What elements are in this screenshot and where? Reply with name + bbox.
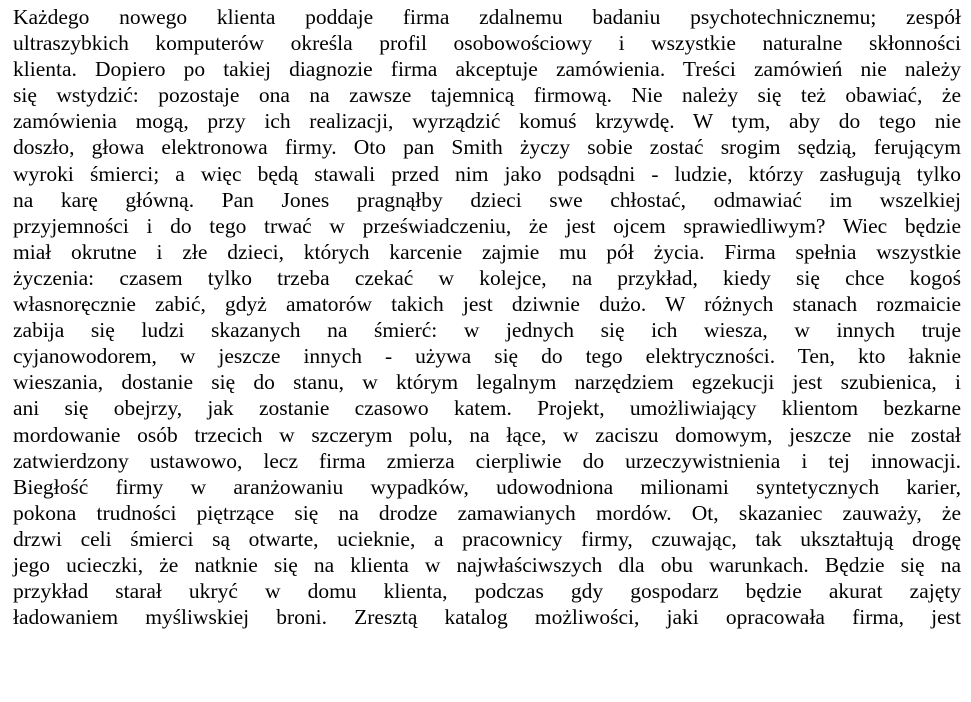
document-page	[13, 4, 961, 630]
text-line: mordowanie osób trzecich w szczerym polu, na łące, w zaciszu domowym, jeszcze nie został	[13, 422, 961, 447]
text-line: doszło, głowa elektronowa firmy. Oto pan Smith życzy sobie zostać srogim sędzią, ferującym	[13, 135, 961, 160]
text-line: się wstydzić: pozostaje ona na zawsze tajemnicą firmową. Nie należy się też obawiać, że	[13, 83, 961, 108]
text-line: przyjemności i do tego trwać w przeświadczeniu, że jest ojcem sprawiedliwym? Wiec będzie	[13, 213, 961, 238]
text-line: drzwi celi śmierci są otwarte, ucieknie, a pracownicy firmy, czuwając, tak ukształtują drogę	[13, 526, 961, 551]
text-line: Biegłość firmy w aranżowaniu wypadków, udowodniona milionami syntetycznych karier,	[13, 474, 961, 499]
text-line: wyroki śmierci; a więc będą stawali przed nim jako podsądni - ludzie, którzy zasługują tylko	[13, 161, 961, 186]
text-line: na karę główną. Pan Jones pragnąłby dzieci swe chłostać, odmawiać im wszelkiej	[13, 187, 961, 212]
text-line: zatwierdzony ustawowo, lecz firma zmierza cierpliwie do urzeczywistnienia i tej innowacji.	[13, 448, 961, 473]
text-line: jego ucieczki, że natknie się na klienta w najwłaściwszych dla obu warunkach. Będzie się na	[13, 552, 961, 577]
text-line: cyjanowodorem, w jeszcze innych - używa się do tego elektryczności. Ten, kto łaknie	[13, 344, 961, 369]
text-line: klienta. Dopiero po takiej diagnozie firma akceptuje zamówienia. Treści zamówień nie należy	[13, 57, 961, 82]
text-line: przykład starał ukryć w domu klienta, podczas gdy gospodarz będzie akurat zajęty	[13, 579, 961, 604]
text-line: życzenia: czasem tylko trzeba czekać w kolejce, na przykład, kiedy się chce kogoś	[13, 265, 961, 290]
text-line: miał okrutne i złe dzieci, których karcenie zajmie mu pół życia. Firma spełnia wszystkie	[13, 239, 961, 264]
text-line: ani się obejrzy, jak zostanie czasowo katem. Projekt, umożliwiający klientom bezkarne	[13, 396, 961, 421]
text-line: własnoręcznie zabić, gdyż amatorów takich jest dziwnie dużo. W różnych stanach rozmaicie	[13, 292, 961, 317]
text-line: ładowaniem myśliwskiej broni. Zresztą katalog możliwości, jaki opracowała firma, jest	[13, 605, 961, 630]
text-line: zabija się ludzi skazanych na śmierć: w jednych się ich wiesza, w innych truje	[13, 318, 961, 343]
text-line: pokona trudności piętrzące się na drodze zamawianych mordów. Ot, skazaniec zauważy, że	[13, 500, 961, 525]
text-line: zamówienia mogą, przy ich realizacji, wyrządzić komuś krzywdę. W tym, aby do tego nie	[13, 109, 961, 134]
text-line: wieszania, dostanie się do stanu, w którym legalnym narzędziem egzekucji jest szubienica, i	[13, 370, 961, 395]
text-line: Każdego nowego klienta poddaje firma zdalnemu badaniu psychotechnicznemu; zespół	[13, 5, 961, 29]
text-line: ultraszybkich komputerów określa profil osobowościowy i wszystkie naturalne skłonności	[13, 31, 961, 56]
